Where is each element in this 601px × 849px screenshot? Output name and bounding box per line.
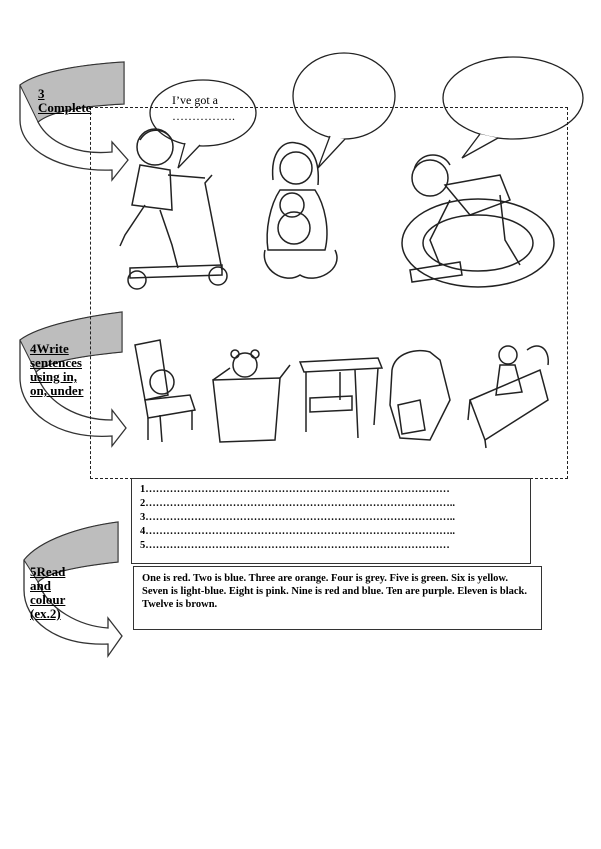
exercise-5-label [30, 565, 65, 621]
answer-lines-box [131, 478, 531, 564]
answer-line[interactable]: 1…………………………………………………………………………… [140, 484, 450, 495]
activity-frame [90, 107, 568, 479]
exercise-4-label [30, 342, 83, 398]
exercise-4-title-line: 4Write [30, 341, 69, 356]
answer-line[interactable]: 3…………………………………………………………………………….. [140, 512, 455, 523]
read-and-colour-text: One is red. Two is blue. Three are orange. Four is grey. Five is green. Six is yellow. Seven is light-blue. Eight is pink. Nine is red and blue. Ten are purple. Eleven is black. Twelve is brown. [142, 573, 527, 610]
exercise-3-number: 3 [38, 86, 45, 101]
bubble-line-1: I’ve got a [172, 93, 218, 107]
exercise-4-title-line: sentences [30, 355, 82, 370]
exercise-4-title-line: using in, [30, 369, 77, 384]
answer-line[interactable]: 2…………………………………………………………………………….. [140, 498, 455, 509]
exercise-3-label [38, 87, 91, 115]
exercise-5-title-line: (ex.2) [30, 606, 61, 621]
answer-line[interactable]: 5…………………………………………………………………………… [140, 540, 450, 551]
speech-bubble-text [172, 92, 235, 124]
read-and-colour-box [133, 566, 542, 630]
exercise-5-title-line: 5Read [30, 564, 66, 579]
exercise-5-title-line: colour [30, 592, 66, 607]
exercise-4-title-line: on, under [30, 383, 84, 398]
exercise-3-title: Complete [38, 100, 92, 115]
exercise-5-title-line: and [30, 578, 51, 593]
answer-line[interactable]: 4…………………………………………………………………………….. [140, 526, 455, 537]
bubble-line-2: ……………. [172, 109, 235, 123]
